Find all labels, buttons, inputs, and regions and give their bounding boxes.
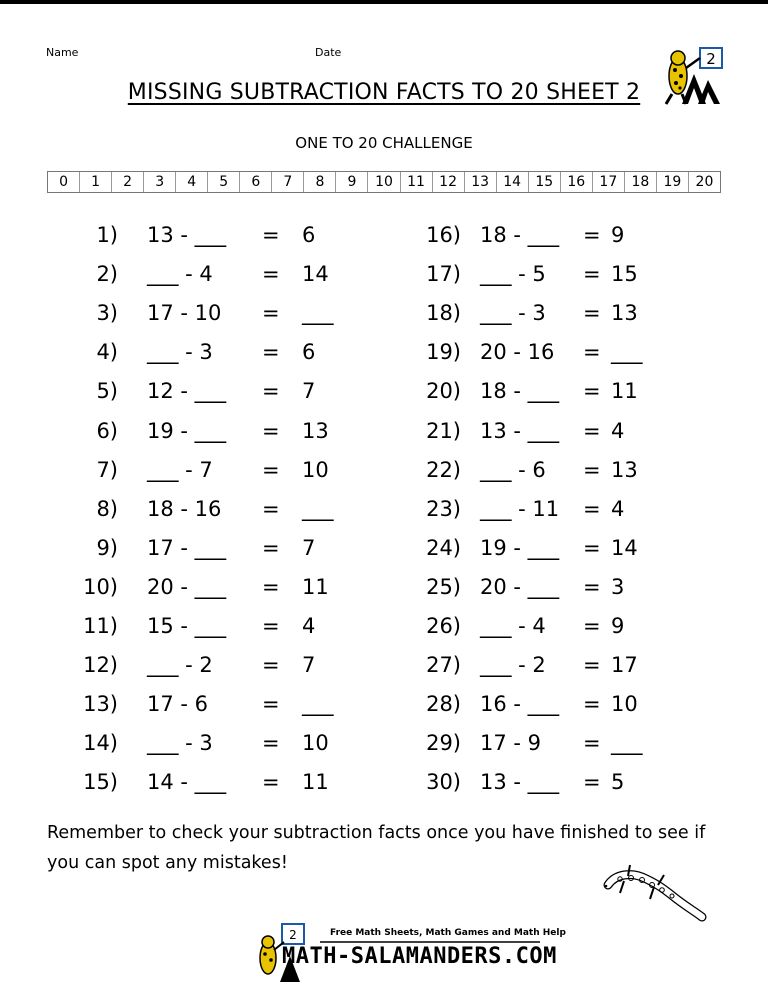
equals-sign: =: [262, 535, 280, 560]
problem-answer: 13: [611, 457, 638, 482]
problem-answer: ___: [611, 340, 643, 365]
problem-expression: ___ - 3: [147, 731, 213, 756]
problem-expression: 17 - 9: [480, 731, 542, 756]
equals-sign: =: [262, 223, 280, 247]
problem-number: 28): [426, 692, 461, 717]
problem-expression: 17 - 10: [147, 301, 222, 326]
problem-expression: 18 - ___: [480, 379, 560, 404]
problem-expression: 16 - ___: [480, 692, 560, 717]
problem-expression: 15 - ___: [147, 614, 227, 638]
problem-expression: 13 - ___: [480, 418, 560, 443]
problem-number: 9): [96, 535, 118, 560]
problem-number: 27): [426, 653, 461, 678]
problem-expression: 14 - ___: [147, 770, 227, 795]
number-line-cell: 1: [80, 172, 112, 192]
number-line-cell: 9: [336, 172, 368, 192]
problem-answer: 13: [611, 301, 638, 326]
problem-expression: 18 - 16: [147, 496, 222, 521]
problem-number: 20): [426, 379, 461, 404]
problem-answer: 6: [302, 223, 316, 247]
problem-answer: 7: [302, 653, 316, 678]
problem-answer: 7: [302, 535, 316, 560]
problem-number: 30): [426, 770, 461, 795]
equals-sign: =: [583, 535, 601, 560]
equals-sign: =: [262, 262, 280, 287]
name-label: Name: [46, 46, 79, 59]
date-label: Date: [315, 46, 342, 59]
problem-expression: 18 - ___: [480, 223, 560, 247]
problem-answer: 13: [302, 418, 329, 443]
problem-expression: ___ - 2: [480, 653, 546, 678]
problem-expression: 13 - ___: [480, 770, 560, 795]
number-line-cell: 18: [625, 172, 657, 192]
equals-sign: =: [262, 340, 280, 365]
salamander-logo-icon: [660, 46, 728, 106]
problem-number: 10): [83, 574, 118, 599]
problem-answer: ___: [302, 301, 334, 326]
number-line-cell: 3: [144, 172, 176, 192]
number-line-cell: 19: [657, 172, 689, 192]
problem-number: 13): [83, 692, 118, 717]
problem-expression: 13 - ___: [147, 223, 227, 247]
equals-sign: =: [262, 731, 280, 756]
equals-sign: =: [262, 301, 280, 326]
problem-number: 14): [83, 731, 118, 756]
problem-answer: ___: [302, 496, 334, 521]
problem-answer: ___: [611, 731, 643, 756]
problem-expression: ___ - 7: [147, 457, 213, 482]
equals-sign: =: [583, 731, 601, 756]
problem-answer: 3: [611, 574, 625, 599]
number-line-cell: 4: [176, 172, 208, 192]
footer-site: MATH-SALAMANDERS.COM: [282, 944, 557, 969]
number-line-cell: 11: [401, 172, 433, 192]
problem-expression: 17 - ___: [147, 535, 227, 560]
problem-number: 19): [426, 340, 461, 365]
problem-expression: ___ - 4: [147, 262, 213, 287]
problem-expression: 12 - ___: [147, 379, 227, 404]
equals-sign: =: [262, 770, 280, 795]
equals-sign: =: [583, 340, 601, 365]
problem-number: 6): [96, 418, 118, 443]
problem-number: 3): [96, 301, 118, 326]
problem-expression: 20 - ___: [147, 574, 227, 599]
problem-answer: 6: [302, 340, 316, 365]
problem-answer: 11: [611, 379, 638, 404]
problem-expression: ___ - 3: [147, 340, 213, 365]
problem-number: 26): [426, 614, 461, 638]
number-line: [47, 171, 721, 193]
subtitle: ONE TO 20 CHALLENGE: [295, 134, 473, 152]
number-line-cell: 8: [304, 172, 336, 192]
problem-number: 1): [96, 223, 118, 247]
equals-sign: =: [262, 379, 280, 404]
problem-answer: 5: [611, 770, 625, 795]
equals-sign: =: [262, 457, 280, 482]
logo-badge: 2: [706, 50, 716, 68]
equals-sign: =: [583, 496, 601, 521]
problem-number: 24): [426, 535, 461, 560]
number-line-cell: 14: [497, 172, 529, 192]
problem-answer: 14: [302, 262, 329, 287]
problem-answer: 11: [302, 574, 329, 599]
number-line-cell: 6: [240, 172, 272, 192]
number-line-cell: 10: [368, 172, 400, 192]
problem-expression: 19 - ___: [480, 535, 560, 560]
problem-number: 29): [426, 731, 461, 756]
number-line-cell: 20: [695, 174, 714, 190]
problem-answer: 10: [302, 731, 329, 756]
problem-expression: 20 - ___: [480, 574, 560, 599]
problem-number: 23): [426, 496, 461, 521]
number-line-cell: 17: [593, 172, 625, 192]
problem-expression: ___ - 4: [480, 614, 546, 638]
equals-sign: =: [583, 770, 601, 795]
problem-answer: 10: [302, 457, 329, 482]
number-line-cell: 5: [208, 172, 240, 192]
equals-sign: =: [262, 653, 280, 678]
problem-number: 12): [83, 653, 118, 678]
equals-sign: =: [262, 614, 280, 638]
equals-sign: =: [262, 574, 280, 599]
number-line-cell: 2: [112, 172, 144, 192]
problem-expression: 20 - 16: [480, 340, 555, 365]
problem-expression: 19 - ___: [147, 418, 227, 443]
equals-sign: =: [583, 418, 601, 443]
problem-answer: 15: [611, 262, 638, 287]
equals-sign: =: [262, 496, 280, 521]
problem-answer: 7: [302, 379, 316, 404]
number-line-cell: 15: [529, 172, 561, 192]
problem-answer: 4: [611, 418, 625, 443]
problem-number: 5): [96, 379, 118, 404]
problem-answer: 9: [611, 223, 625, 247]
problem-number: 25): [426, 574, 461, 599]
equals-sign: =: [583, 457, 601, 482]
problem-number: 22): [426, 457, 461, 482]
equals-sign: =: [262, 418, 280, 443]
problem-expression: ___ - 5: [480, 262, 546, 287]
problem-number: 4): [96, 340, 118, 365]
number-line-cell: 7: [272, 172, 304, 192]
page-title: MISSING SUBTRACTION FACTS TO 20 SHEET 2: [127, 80, 641, 105]
problem-answer: 4: [302, 614, 316, 638]
reminder-text: Remember to check your subtraction facts once you have finished to see if you can spot any mistakes!: [47, 823, 706, 873]
problem-number: 16): [426, 223, 461, 247]
problem-number: 2): [96, 262, 118, 287]
equals-sign: =: [583, 692, 601, 717]
problem-answer: 10: [611, 692, 638, 717]
problem-number: 11): [83, 614, 118, 638]
problem-number: 17): [426, 262, 461, 287]
footer-tagline: Free Math Sheets, Math Games and Math Help: [330, 928, 566, 938]
number-line-cell: 13: [465, 172, 497, 192]
problem-number: 7): [96, 457, 118, 482]
equals-sign: =: [583, 223, 601, 247]
top-border: [0, 0, 768, 4]
problem-number: 8): [96, 496, 118, 521]
problem-expression: ___ - 3: [480, 301, 546, 326]
equals-sign: =: [583, 262, 601, 287]
equals-sign: =: [583, 614, 601, 638]
gecko-icon: [598, 855, 708, 925]
equals-sign: =: [583, 574, 601, 599]
problem-answer: ___: [302, 692, 334, 717]
problem-answer: 4: [611, 496, 625, 521]
equals-sign: =: [583, 301, 601, 326]
problem-expression: 17 - 6: [147, 692, 209, 717]
problem-answer: 14: [611, 535, 638, 560]
problem-answer: 17: [611, 653, 638, 678]
problem-expression: ___ - 2: [147, 653, 213, 678]
equals-sign: =: [262, 692, 280, 717]
number-line-cell: 12: [433, 172, 465, 192]
equals-sign: =: [583, 379, 601, 404]
number-line-cell: 0: [48, 172, 80, 192]
problem-number: 15): [83, 770, 118, 795]
equals-sign: =: [583, 653, 601, 678]
problem-number: 18): [426, 301, 461, 326]
problem-expression: ___ - 11: [480, 496, 560, 521]
problem-number: 21): [426, 418, 461, 443]
problem-answer: 11: [302, 770, 329, 795]
problem-expression: ___ - 6: [480, 457, 546, 482]
problem-answer: 9: [611, 614, 625, 638]
footer-badge: 2: [289, 928, 297, 942]
number-line-cell: 16: [561, 172, 593, 192]
